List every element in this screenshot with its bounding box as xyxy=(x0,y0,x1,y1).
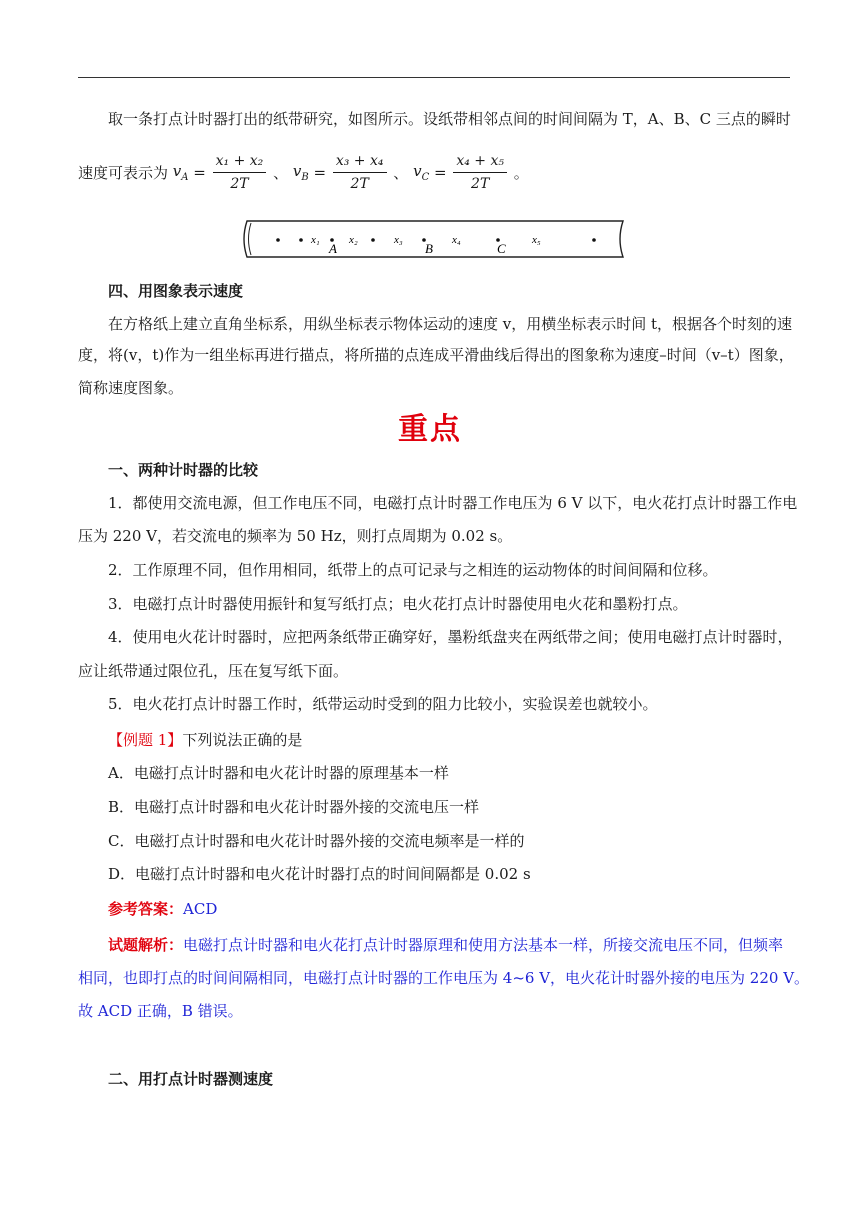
tape-dot-7 xyxy=(592,238,596,242)
comparison-heading: 一、两种计时器的比较 xyxy=(108,461,259,479)
velocity-formula-line: 速度可表示为 $v_A$ = $\frac{\text{x₁ + x₂}}{2T}$ 、 $v_B$ = $\frac{\text{x₃ + x₄}}{2T}$ 、 $v_C$ = $\frac{\text{x₄ + x₅}}{2T}$ 。 xyxy=(78,150,529,195)
header-rule xyxy=(78,77,790,78)
section-4-heading: 四、用图象表示速度 xyxy=(108,282,244,300)
tape-label-x1: x₁ xyxy=(311,234,320,246)
analysis-line-1: 试题解析：电磁打点计时器和电火花打点计时器原理和使用方法基本一样，所接交流电压不同，但频率 xyxy=(108,936,784,954)
item-3: 3．电磁打点计时器使用振针和复写纸打点；电火花打点计时器使用电火花和墨粉打点。 xyxy=(108,595,688,613)
tape-dot-4 xyxy=(371,238,375,242)
item-1-line-2: 压为 220 V，若交流电的频率为 50 Hz，则打点周期为 0.02 s。 xyxy=(78,527,513,545)
section-4-p2: 度，将(v，t)作为一组坐标再进行描点，将所描的点连成平滑曲线后得出的图象称为速度–时间（v–t）图象， xyxy=(78,346,794,364)
answer-value: ACD xyxy=(183,900,218,918)
tape-label-x5: x₅ xyxy=(532,234,541,246)
option-c: C．电磁打点计时器和电火花计时器外接的交流电频率是一样的 xyxy=(108,832,525,850)
tape-point-C: C xyxy=(497,241,506,256)
item-1-line-1: 1．都使用交流电源，但工作电压不同，电磁打点计时器工作电压为 6 V 以下，电火花打点计时器工作电 xyxy=(108,494,798,512)
answer-line xyxy=(78,894,820,924)
analysis-line-2: 相同，也即打点的时间间隔相同，电磁打点计时器的工作电压为 4~6 V，电火花计时器外接的电压为 220 V。 xyxy=(78,969,810,987)
section-4-p3: 简称速度图象。 xyxy=(78,379,184,397)
item-5: 5．电火花打点计时器工作时，纸带运动时受到的阻力比较小，实验误差也就较小。 xyxy=(108,695,658,713)
tape-left-curl xyxy=(249,223,252,255)
paper-tape-figure xyxy=(243,219,628,259)
vA-fraction: $\frac{\text{x₁ + x₂}}{2T}$ xyxy=(213,150,267,195)
tape-point-B: B xyxy=(425,241,433,256)
vB-symbol: $v_B$ xyxy=(292,162,309,183)
analysis-line-3: 故 ACD 正确，B 错误。 xyxy=(78,1002,243,1020)
section-2-heading: 二、用打点计时器测速度 xyxy=(108,1070,274,1088)
option-b: B．电磁打点计时器和电火花计时器外接的交流电压一样 xyxy=(108,798,480,816)
vA-symbol: $v_A$ xyxy=(172,162,189,183)
vC-symbol: $v_C$ xyxy=(413,162,430,183)
vB-fraction: $\frac{\text{x₃ + x₄}}{2T}$ xyxy=(333,150,387,195)
vC-fraction: $\frac{\text{x₄ + x₅}}{2T}$ xyxy=(453,150,507,195)
intro-line-1: 取一条打点计时器打出的纸带研究，如图所示。设纸带相邻点间的时间间隔为 T，A、B、C 三点的瞬时 xyxy=(108,110,791,128)
formula-prefix: 速度可表示为 xyxy=(78,164,169,182)
item-2: 2．工作原理不同，但作用相同，纸带上的点可记录与之相连的运动物体的时间间隔和位移。 xyxy=(108,561,718,579)
example-question: 【例题 1】下列说法正确的是 xyxy=(108,731,303,749)
tape-point-A: A xyxy=(329,241,337,256)
option-d: D．电磁打点计时器和电火花计时器打点的时间间隔都是 0.02 s xyxy=(108,865,531,883)
item-4-line-2: 应让纸带通过限位孔，压在复写纸下面。 xyxy=(78,662,349,680)
option-a: A．电磁打点计时器和电火花计时器的原理基本一样 xyxy=(108,764,449,782)
answer-label: 参考答案： xyxy=(108,900,184,918)
key-points-title: 重点 xyxy=(398,412,462,447)
tape-label-x4: x₄ xyxy=(452,234,461,246)
tape-dot-2 xyxy=(299,238,303,242)
tape-label-x2: x₂ xyxy=(349,234,358,246)
analysis-label: 试题解析： xyxy=(108,936,184,954)
item-4-line-1: 4．使用电火花计时器时，应把两条纸带正确穿好，墨粉纸盘夹在两纸带之间；使用电磁打点计时器时， xyxy=(108,628,793,646)
section-4-p1: 在方格纸上建立直角坐标系，用纵坐标表示物体运动的速度 v，用横坐标表示时间 t，根据各个时刻的速 xyxy=(108,315,793,333)
tape-dot-1 xyxy=(276,238,280,242)
example-tag: 【例题 1】 xyxy=(108,731,183,749)
tape-label-x3: x₃ xyxy=(394,234,403,246)
